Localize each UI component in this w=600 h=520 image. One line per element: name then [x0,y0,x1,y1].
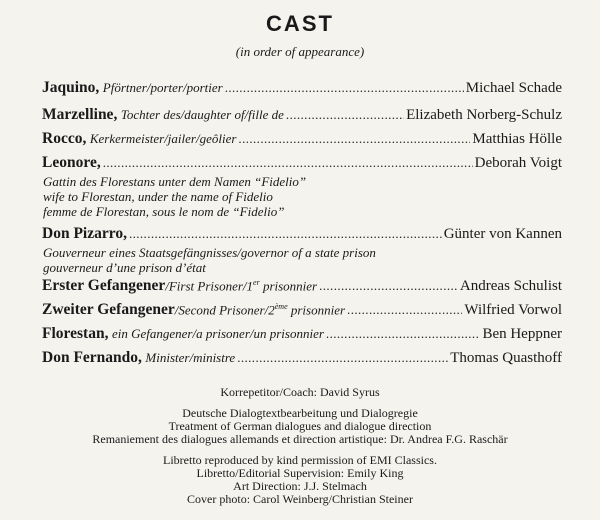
cast-entry-jaquino [42,79,562,99]
role-note: femme de Florestan, sous le nom de “Fidelio” [43,204,285,219]
dot-leader [319,278,458,295]
credit-line: Libretto/Editorial Supervision: Emily King [196,466,404,480]
cast-entry-pizarro [42,225,562,275]
role-name: Don Fernando, [42,349,142,366]
credit-line: Cover photo: Carol Weinberg/Christian Steiner [187,492,413,506]
role-description: /First Prisoner/1er prisonnier [165,277,318,293]
singer-name: Wilfried Vorwol [464,302,562,318]
cast-entry-leonore [42,154,562,219]
page-subtitle: (in order of appearance) [235,44,365,59]
credits-libretto [0,454,600,506]
role-name: Don Pizarro, [42,225,127,242]
dot-leader [286,107,404,124]
role-description: Pförtner/porter/portier [102,80,223,95]
cast-entry-rocco [42,130,562,150]
role-name: Marzelline, [42,106,118,123]
cast-entry-first-prisoner [42,277,562,297]
singer-name: Günter von Kannen [443,226,562,242]
dot-leader [103,155,473,172]
role-description: Kerkermeister/jailer/geôlier [89,131,237,146]
credit-line: Art Direction: J.J. Stelmach [233,479,367,493]
role-note: Gattin des Florestans unter dem Namen “Fidelio” [43,174,307,189]
cast-entry-marzelline [42,106,562,126]
credits-dialog [0,407,600,446]
singer-name: Deborah Voigt [474,155,562,171]
role-description: Tochter des/daughter of/fille de [120,107,284,122]
role-name: Zweiter Gefangener [42,301,175,318]
role-description: Minister/ministre [145,350,236,365]
role-name: Florestan, [42,325,109,342]
role-name: Leonore, [42,154,101,171]
singer-name: Elizabeth Norberg-Schulz [406,107,562,123]
singer-name: Thomas Quasthoff [450,350,562,366]
cast-entry-second-prisoner [42,301,562,321]
page-title: CAST [266,11,334,36]
dot-leader [326,326,481,343]
singer-name: Andreas Schulist [459,278,562,294]
role-note: wife to Florestan, under the name of Fidelio [43,189,273,204]
role-note: gouverneur d’une prison d’état [43,260,206,275]
singer-name: Michael Schade [465,80,562,96]
dot-leader [225,80,464,97]
singer-name: Ben Heppner [482,326,562,342]
singer-name: Matthias Hölle [472,131,562,147]
credit-line: Deutsche Dialogtextbearbeitung und Dialogregie [182,406,418,420]
role-description: ein Gefangener/a prisoner/un prisonnier [111,326,324,341]
credit-line: Treatment of German dialogues and dialogue direction [168,419,432,433]
cast-entry-fernando [42,349,562,369]
role-name: Jaquino, [42,79,100,96]
credit-line: Libretto reproduced by kind permission of EMI Classics. [163,453,437,467]
role-name: Erster Gefangener [42,277,166,294]
dot-leader [238,131,470,148]
cast-entry-florestan [42,325,562,345]
role-name: Rocco, [42,130,87,147]
role-note: Gouverneur eines Staatsgefängnisses/governor of a state prison [43,245,376,260]
credit-line: Remaniement des dialogues allemands et direction artistique: Dr. Andrea F.G. Raschär [92,432,508,446]
credits-coach: Korrepetitor/Coach: David Syrus [220,385,380,399]
role-description: /Second Prisoner/2ème prisonnier [174,301,346,317]
dot-leader [129,226,442,243]
dot-leader [237,350,448,367]
dot-leader [347,302,462,319]
